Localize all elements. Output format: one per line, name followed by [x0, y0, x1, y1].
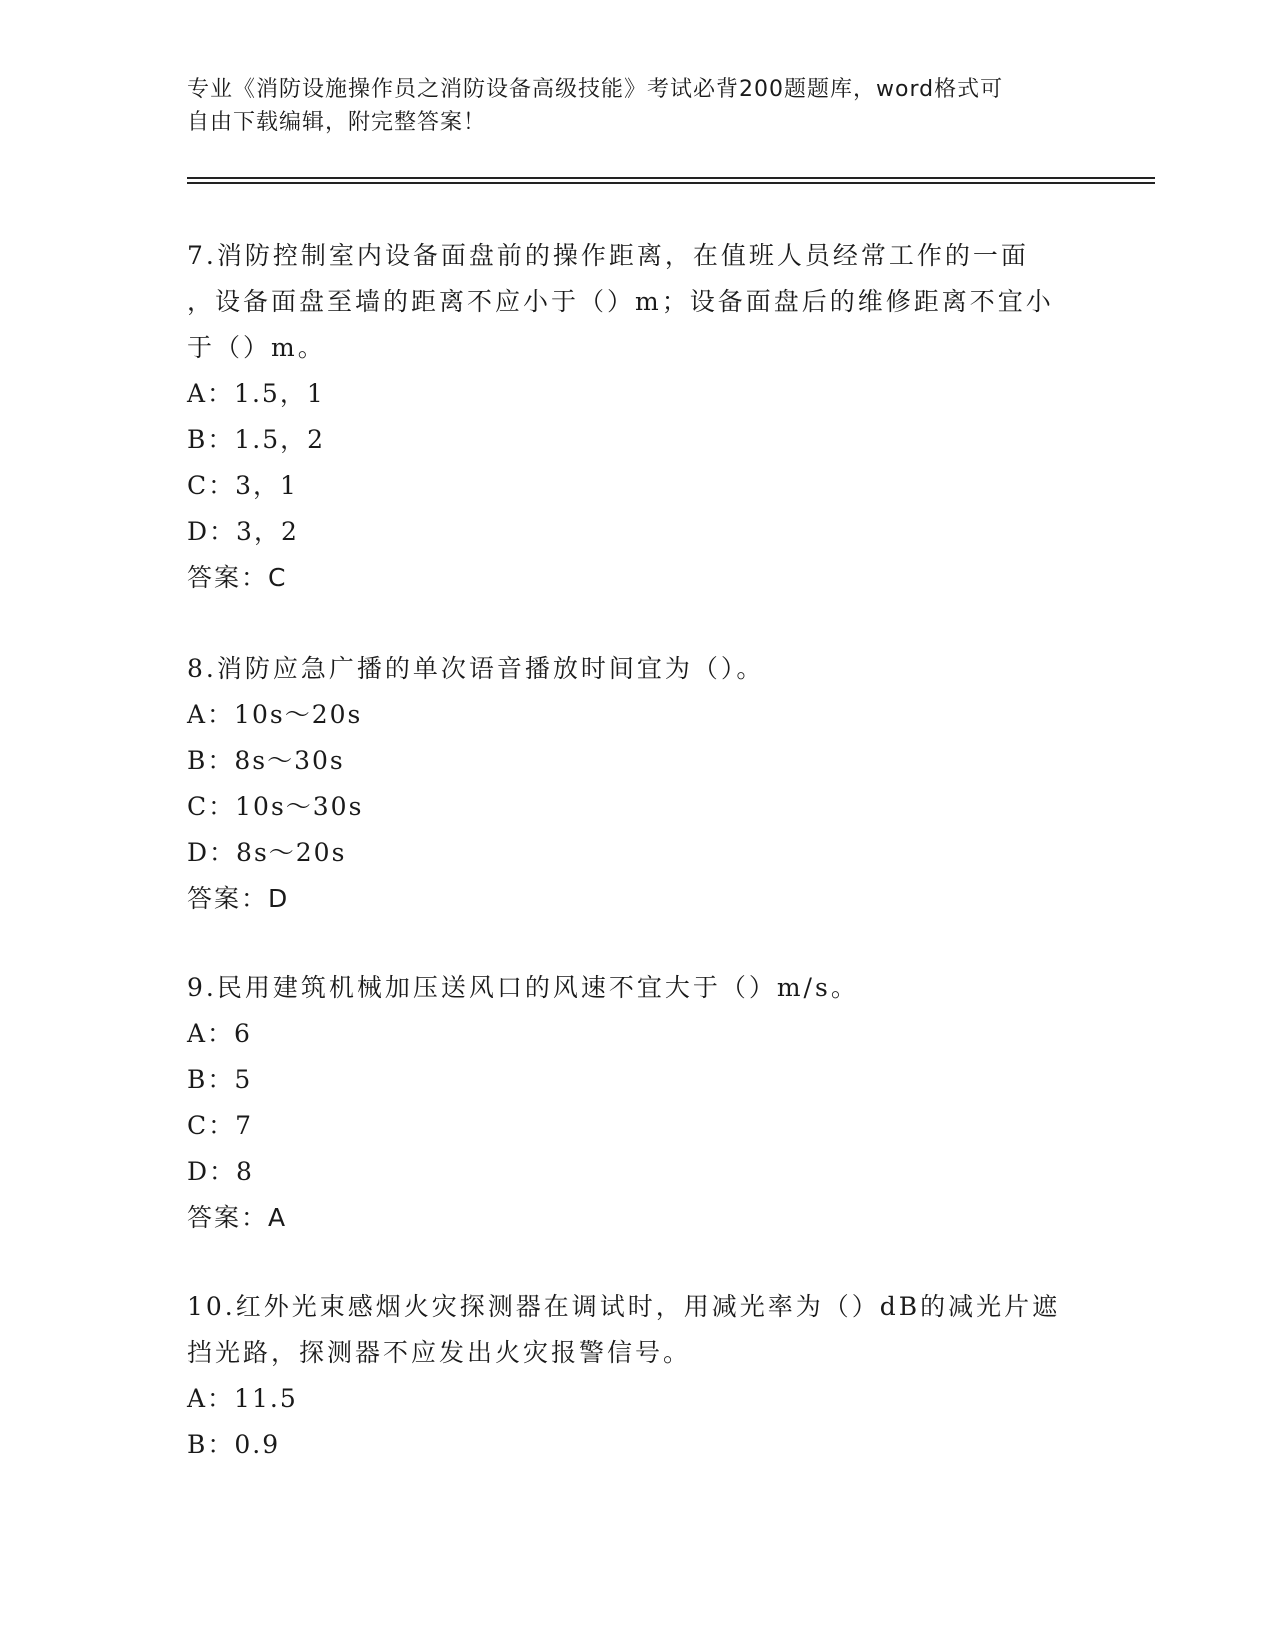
question-stem-line: 挡光路，探测器不应发出火灾报警信号。 [187, 1338, 692, 1367]
question-8 [187, 646, 1087, 922]
option-a: A：11.5 [187, 1384, 298, 1413]
option-b: B：8s～30s [187, 746, 345, 775]
question-stem-line: 8.消防应急广播的单次语音播放时间宜为（）。 [187, 654, 765, 683]
option-d: D：8 [187, 1157, 254, 1186]
question-7 [187, 233, 1087, 601]
header-divider-top [187, 177, 1155, 179]
question-9 [187, 965, 1087, 1241]
option-c: C：10s～30s [187, 792, 364, 821]
option-a: A：6 [187, 1019, 252, 1048]
option-b: B：5 [187, 1065, 253, 1094]
option-a: A：10s～20s [187, 700, 363, 729]
option-c: C：7 [187, 1111, 254, 1140]
option-b: B：0.9 [187, 1430, 281, 1459]
option-c: C：3，1 [187, 471, 298, 500]
answer-line: 答案：A [187, 1203, 288, 1232]
question-stem-line: 7.消防控制室内设备面盘前的操作距离，在值班人员经常工作的一面 [187, 241, 1029, 270]
answer-line: 答案：D [187, 884, 290, 913]
option-a: A：1.5，1 [187, 379, 325, 408]
question-stem-line: 10.红外光束感烟火灾探测器在调试时，用减光率为（）dB的减光片遮 [187, 1292, 1061, 1321]
question-stem-line: 于（）m。 [187, 333, 326, 362]
question-10 [187, 1284, 1087, 1468]
question-stem-line: ，设备面盘至墙的距离不应小于（）m；设备面盘后的维修距离不宜小 [187, 287, 1054, 316]
option-b: B：1.5，2 [187, 425, 326, 454]
option-d: D：8s～20s [187, 838, 347, 867]
document-header: 专业《消防设施操作员之消防设备高级技能》考试必背200题题库，word格式可 自由下载编辑，附完整答案！ [187, 77, 1004, 135]
answer-line: 答案：C [187, 563, 288, 592]
question-stem-line: 9.民用建筑机械加压送风口的风速不宜大于（）m/s。 [187, 973, 859, 1002]
header-divider-bottom [187, 182, 1155, 184]
option-d: D：3，2 [187, 517, 299, 546]
